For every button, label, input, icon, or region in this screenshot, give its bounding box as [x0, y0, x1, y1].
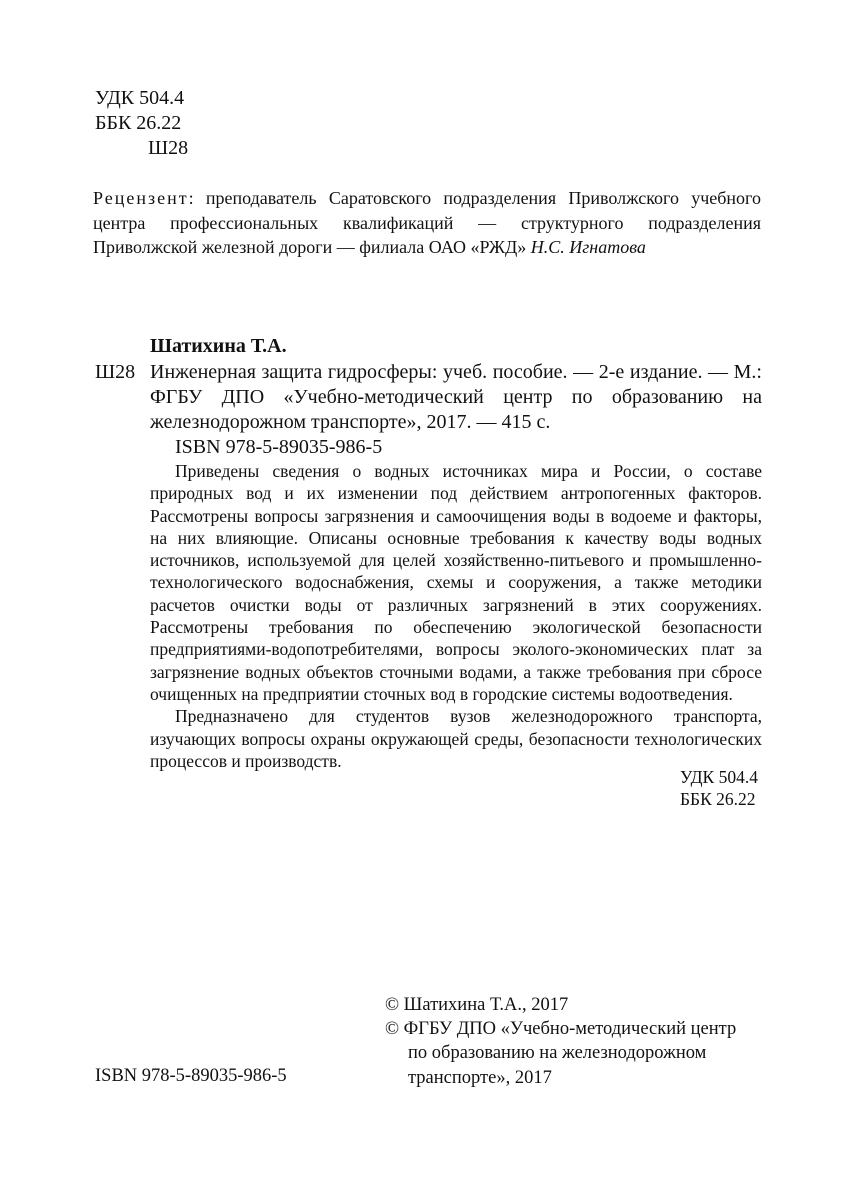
- copyright-publisher-cont-2: транспорте», 2017: [408, 1067, 552, 1088]
- udk-code-top: УДК 504.4: [95, 87, 185, 109]
- copyright-publisher-cont-1: по образованию на железнодорожном: [408, 1043, 707, 1064]
- copyright-author: © Шатихина Т.А., 2017: [385, 995, 569, 1015]
- annotation-paragraph-2: Предназначено для студентов вузов железнодорожного транспорта, изучающих вопросы охраны окружающей среды, безопасности технологических процессов и производств.: [150, 706, 762, 771]
- reviewer-label: Рецензент: [93, 188, 189, 208]
- copyright-publisher: © ФГБУ ДПО «Учебно-методический центр: [385, 1019, 737, 1040]
- annotation-paragraph-1: Приведены сведения о водных источниках мира и России, о составе природных вод и их изменении под действием антропогенных факторов. Рассмотрены вопросы загрязнения и самоочищения воды в водоеме и факторы, на них влияющие. Описаны основные требования к качеству воды водных источников, используемой для целей хозяйственно-питьевого и промышленно-технологического водоснабжения, схемы и сооружения, а также методики расчетов очистки воды от различных загрязнений в этих сооружениях. Рассмотрены требования по обеспечению экологической безопасности предприятиями-водопотребителями, вопросы эколого-экономических плат за загрязнение водных объектов сточными водами, а также требования при сбросе очищенных на предприятии сточных вод в городские системы водоотведения.: [150, 461, 762, 704]
- isbn-mid: ISBN 978-5-89035-986-5: [175, 436, 383, 458]
- bbk-code-bottom: ББК 26.22: [680, 789, 756, 810]
- top-classification-codes: [95, 86, 188, 161]
- author-mark-top: Ш28: [148, 137, 189, 159]
- author-mark-mid: Ш28: [95, 361, 136, 383]
- author-heading: Шатихина Т.А.: [150, 335, 287, 357]
- udk-code-bottom: УДК 504.4: [680, 767, 758, 787]
- reviewer-block: [93, 186, 761, 260]
- copyright-block: [385, 993, 785, 1090]
- bottom-classification-codes: [680, 766, 758, 811]
- isbn-bottom: ISBN 978-5-89035-986-5: [95, 1066, 287, 1086]
- bibliographic-description: Инженерная защита гидросферы: учеб. пособие. — 2-е издание. — М.: ФГБУ ДПО «Учебно-методический центр по образованию на железнодорожном транспорте», 2017. — 415 с.: [150, 361, 762, 433]
- annotation: [150, 460, 762, 772]
- reviewer-text: : преподаватель Саратовского подразделения Приволжского учебного центра профессиональных квалификаций — структурного подразделения Приволжской железной дороги — филиала ОАО «РЖД»: [93, 188, 761, 257]
- bbk-code-top: ББК 26.22: [95, 112, 182, 134]
- reviewer-name: Н.С. Игнатова: [530, 237, 646, 257]
